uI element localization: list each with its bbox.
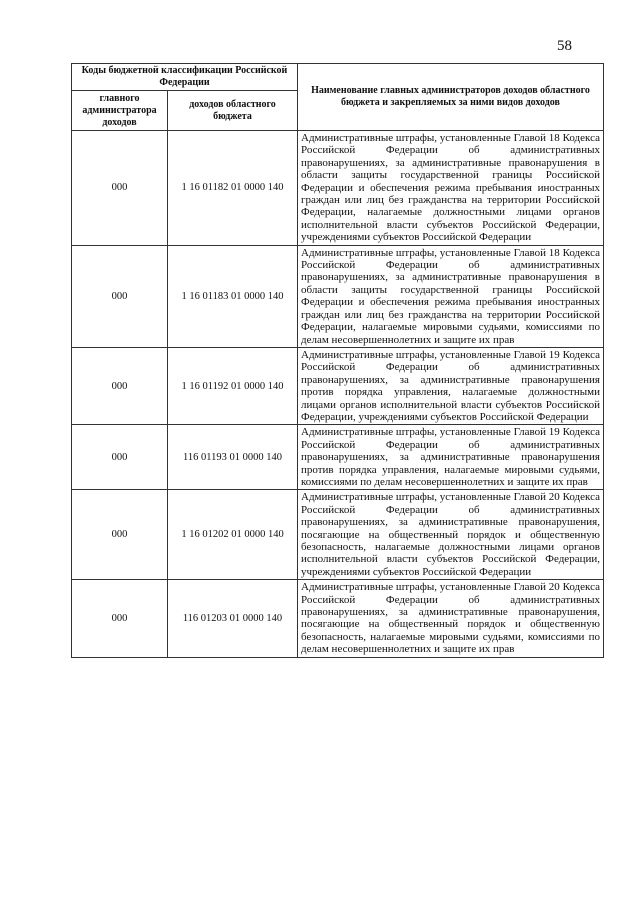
row-admin-code: 000	[72, 347, 168, 424]
row-income-code: 1 16 01182 01 0000 140	[168, 131, 298, 246]
row-description: Административные штрафы, установленные Главой 20 Кодекса Российской Федерации об административных правонарушениях, за административные правонарушения, посягающие на общественный порядок и общественную безопасность, налагаемые мировыми судьями, комиссиями по делам несовершеннолетних и защите их прав	[298, 580, 604, 657]
row-admin-code: 000	[72, 490, 168, 580]
table-row	[72, 347, 604, 424]
row-description: Административные штрафы, установленные Главой 19 Кодекса Российской Федерации об административных правонарушениях, за административные правонарушения против порядка управления, налагаемые мировыми судьями, комиссиями по делам несовершеннолетних и защите их прав	[298, 425, 604, 490]
row-income-code: 1 16 01192 01 0000 140	[168, 347, 298, 424]
page-number: 58	[557, 38, 572, 54]
table-row	[72, 245, 604, 347]
row-income-code: 116 01203 01 0000 140	[168, 580, 298, 657]
row-income-code: 1 16 01183 01 0000 140	[168, 245, 298, 347]
header-admin: главного администратора доходов	[72, 91, 168, 131]
row-admin-code: 000	[72, 131, 168, 246]
row-admin-code: 000	[72, 245, 168, 347]
row-description: Административные штрафы, установленные Главой 18 Кодекса Российской Федерации об административных правонарушениях, за административные правонарушения в области защиты государственной границы Российской Федерации и обеспечения режима пребывания иностранных граждан или лиц без гражданства на территории Российской Федерации, налагаемые должностными лицами органов исполнительной власти субъектов Российской Федерации, учреждениями субъектов Российской Федерации	[298, 131, 604, 246]
table-row	[72, 131, 604, 246]
row-income-code: 1 16 01202 01 0000 140	[168, 490, 298, 580]
row-description: Административные штрафы, установленные Главой 20 Кодекса Российской Федерации об административных правонарушениях, за административные правонарушения, посягающие на общественный порядок и общественную безопасность, налагаемые должностными лицами органов исполнительной власти субъектов Российской Федерации, учреждениями субъектов Российской Федерации	[298, 490, 604, 580]
budget-classification-table	[71, 63, 604, 658]
table-row	[72, 580, 604, 657]
row-admin-code: 000	[72, 425, 168, 490]
header-name: Наименование главных администраторов доходов областного бюджета и закрепляемых за ними видов доходов	[298, 64, 604, 131]
table-row	[72, 425, 604, 490]
header-code: доходов областного бюджета	[168, 91, 298, 131]
row-description: Административные штрафы, установленные Главой 19 Кодекса Российской Федерации об административных правонарушениях, за административные правонарушения против порядка управления, налагаемые должностными лицами органов исполнительной власти субъектов Российской Федерации, учреждениями субъектов Российской Федерации	[298, 347, 604, 424]
header-group: Коды бюджетной классификации Российской Федерации	[72, 64, 298, 91]
row-description: Административные штрафы, установленные Главой 18 Кодекса Российской Федерации об административных правонарушениях, за административные правонарушения в области защиты государственной границы Российской Федерации и обеспечения режима пребывания иностранных граждан или лиц без гражданства на территории Российской Федерации, налагаемые мировыми судьями, комиссиями по делам несовершеннолетних и защите их прав	[298, 245, 604, 347]
row-admin-code: 000	[72, 580, 168, 657]
table-row	[72, 490, 604, 580]
row-income-code: 116 01193 01 0000 140	[168, 425, 298, 490]
